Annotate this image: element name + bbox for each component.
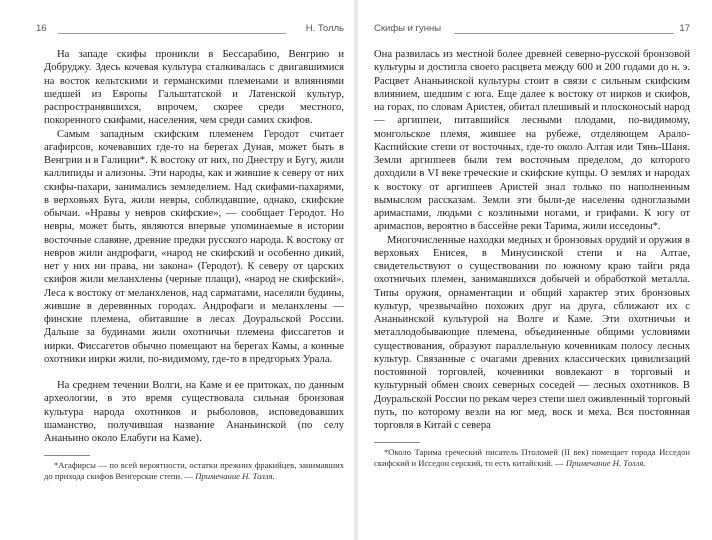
paragraph: Она развилась из местной более древней северно-русской бронзовой культуры и достигла своего расцвета между 600 и 200 годами до н. э. Расцвет Ананьинской культуры стоит в связи с сильным скифским влиянием, шедшим с юга. Еще далее к востоку от иирков и скифов, на горах, по словам Аристея, обитал плешивый и плосконосый народ — аргиппеи, питавшийся лесными плодами, по-видимому, монгольское племя, жившее на рубеже, отделяющем Арало-Каспийские степи от восточных, где-то около Алтая или Тянь-Шаня. Земли аргиппеев были тем восточным пределом, до которого доходили в VI веке греческие и скифские купцы. О землях и народах к востоку от аргиппеев Аристей знал только по наполненным вымыслом рассказам. Земли эти были-де населены одноглазыми аримаспами, людьми с козлиными ногами, и грифами. К югу от аримаспов, вероятно в бассейне реки Тарима, жили исседоны*.: [374, 49, 690, 233]
right-page: [356, 0, 712, 540]
footnote-rule: [374, 442, 420, 443]
running-head: Н. Толль: [305, 23, 344, 34]
footnote-rule: [44, 455, 90, 456]
paragraph: На западе скифы проникли в Бессарабию, Венгрию и Добруджу. Здесь кочевая культура сталкивалась с двигавшимися на восток кельтскими и германскими племенами и влияниями шедшей из Европы Гальштатской и Латенской культур, распространявшихся, впрочем, скорее среди местного, покоренного скифами, населения, чем среди самих скифов.: [44, 49, 344, 127]
page-number: 16: [36, 23, 47, 34]
running-head: Скифы и гунны: [374, 23, 442, 34]
right-page-header: [374, 22, 690, 36]
header-rule: [58, 33, 286, 34]
footnote: [44, 460, 344, 482]
right-page-body: [374, 48, 690, 432]
page-number: 17: [679, 23, 690, 34]
header-rule: [454, 33, 674, 34]
footnote-text: *Агафирсы — по всей вероятности, остатки прежних фракийцев, занимавших до прихода скифов Венгерские степи. —: [44, 460, 344, 482]
paragraph: Многочисленные находки медных и бронзовых орудий и оружия в верховьях Енисея, в Минусинской степи и на Алтае, свидетельствуют о существовании по южному краю тайги ряда охотничьих племен, занимавшихся добычей и обработкой металла. Типы оружия, орнаментации и общий характер этих бронзовых культур, чрезвычайно похожих друг на друга, сближают их с Ананьинской культурой на Волге и Каме. Эти охотничьи и металлодобывающие племена, объединенные общими условиями существования, образуют параллельную кочевникам полосу лесных культур. Связанные с очагами древних классических цивилизаций постоянной торговлей, кочевники вовлекают в торговый и культурный обмен своих северных соседей — лесных охотников. В Доуральской России по рекам через степи шел оживленный торговый путь, по которому везли на юг мед, воск и меха. Вся постоянная торговля в Китай с севера: [374, 234, 690, 431]
left-page-header: [36, 22, 344, 36]
footnote: [374, 447, 690, 469]
paragraph: На среднем течении Волги, на Каме и ее притоках, по данным археологии, в это время существовала сильная бронзовая культура народа охотников и рыболовов, исповедовавших шаманство, получившая название Ананьинской (по селу Ананьино около Елабуги на Каме).: [44, 380, 344, 444]
paragraph: Самым западным скифским племенем Геродот считает агафирсов, кочевавших где-то на берегах Дуная, может быть в Венгрии и в Галиции*. К востоку от них, по Днестру и Бугу, жили каллипиды и ализоны. Эти народы, как и жившие к северу от них скифы-пахари, занимались земледелием. Над скифами-пахарями, в верховьях Буга, жили невры, соблюдавшие, однако, скифские обычаи. «Нравы у невров скифские», — сообщает Геродот. Но невры, может быть, являются впервые упоминаемые в истории восточные славяне, древние предки русского народа. К востоку от невров жили андрофаги, «народ не скифский и особенно дикий, нет у них ни права, ни закона» (Геродот). К северу от царских скифов жили меланхлены (черные плащи), «народ не скифский». Леса к востоку от меланхленов, над сарматами, населяли будины, жившие в деревянных городах. Андрофаги и меланхлены — финские племена, обитавшие в лесах Доуральской России. Дальше за будинами жили охотничьи племена фиссагетов и иирки. Фиссагетов обычно помещают на берегах Камы, а конные охотники иирки жили, по-видимому, где-то в предгорьях Урала.: [44, 128, 344, 365]
footnote-text: *Около Тарима греческий писатель Птоломей (II век) помещает города Исседон скифский и Исседон серский, то есть китайский. —: [374, 447, 690, 469]
left-page-body: [44, 48, 344, 445]
footnote-note: Примечание Н. Толля.: [195, 471, 275, 482]
footnote-note: Примечание Н. Толля.: [565, 458, 646, 469]
